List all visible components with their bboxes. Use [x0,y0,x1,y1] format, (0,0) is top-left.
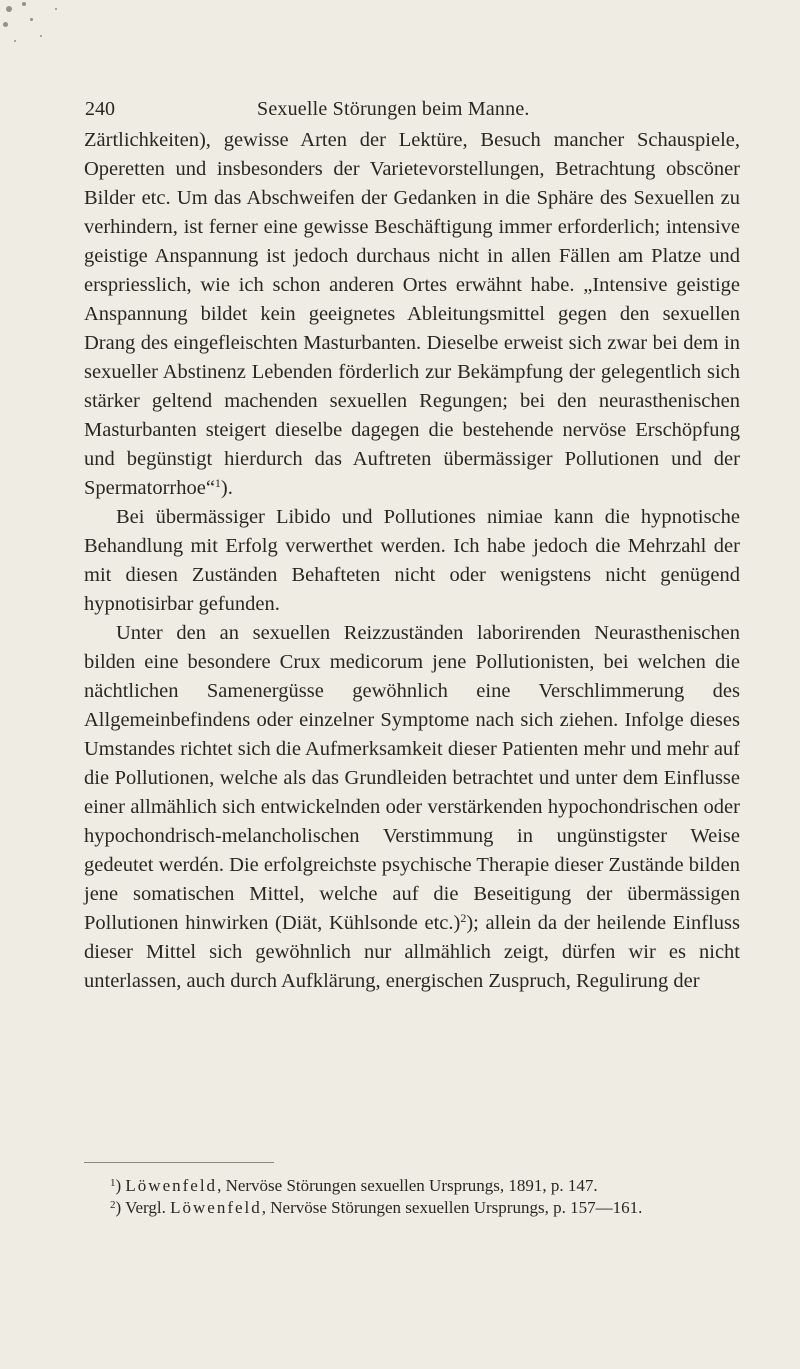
print-speck [55,8,57,10]
paragraph [84,126,740,503]
footnotes [110,1175,740,1219]
paragraph [84,503,740,619]
paragraph-text: ); allein da der heilende Einfluss dieser Mittel sich gewöhnlich nur allmählich zeigt, dürfen wir es nicht unterlassen, auch durch Aufklärung, energischen Zuspruch, Regulirung der [84,912,740,992]
footnote-author: Löwenfeld [170,1198,262,1217]
print-speck [40,35,42,37]
footnote: $^1$) Löwenfeld, Nervöse Störungen sexuellen Ursprungs, 1891, p. 147. [110,1176,598,1195]
footnote-mark: 2 [110,1199,116,1211]
footnote-divider [84,1162,274,1163]
paragraph-text: ). [220,477,233,499]
footnote-prefix: Vergl. [125,1198,171,1217]
paragraph [84,619,740,996]
footnote-reference: 2 [460,911,467,925]
footnote: $^2$) Vergl. Löwenfeld, Nervöse Störungen sexuellen Ursprungs, p. 157—161. [110,1198,643,1217]
running-title: Sexuelle Störungen beim Manne. [257,98,530,120]
paragraph-text: Bei übermässiger Libido und Pollutiones nimiae kann die hypnotische Behandlung mit Erfolg verwerthet werden. Ich habe jedoch die Mehrzahl der mit diesen Zuständen Behafteten nicht oder wenigstens nicht genügend hypnotisirbar gefunden. [84,506,740,615]
paragraph-text: Unter den an sexuellen Reizzuständen laborirenden Neurasthenischen bilden eine besondere Crux medicorum jene Pollutionisten, bei welchen die nächtlichen Samenergüsse gewöhnlich eine Verschlimmerung des Allgemeinbefindens oder einzelner Symptome nach sich ziehen. Infolge dieses Umstandes richtet sich die Aufmerksamkeit dieser Patienten mehr und mehr auf die Pollutionen, welche als das Grundleiden betrachtet und unter dem Einflusse einer allmählich sich entwickelnden oder verstärkenden hypochondrischen oder hypochondrisch-melancholischen Verstimmung in ungünstigster Weise gedeutet werdén. Die erfolgreichste psychische Therapie dieser Zustände bilden jene somatischen Mittel, welche auf die Beseitigung der übermässigen Pollutionen hinwirken (Diät, Kühlsonde etc.) [84,622,740,934]
footnote-mark: 1 [110,1177,116,1189]
body-text [84,126,740,996]
footnote-reference: 1 [214,476,221,490]
page-header [85,96,740,126]
print-speck [6,6,12,12]
print-speck [30,18,33,21]
footnote-text: , Nervöse Störungen sexuellen Ursprungs, p. 157—161. [261,1198,643,1217]
print-speck [14,40,16,42]
footnote-text: , Nervöse Störungen sexuellen Ursprungs, 1891, p. 147. [217,1176,598,1195]
page-number: 240 [85,98,115,120]
footnote-author: Löwenfeld [125,1176,218,1195]
print-speck [22,2,26,6]
print-speck [3,22,8,27]
paragraph-text: Zärtlichkeiten), gewisse Arten der Lektüre, Besuch mancher Schauspiele, Operetten und insbesonders der Varietevorstellungen, Betrachtung obscöner Bilder etc. Um das Abschweifen der Gedanken in die Sphäre des Sexuellen zu verhindern, ist ferner eine gewisse Beschäftigung immer erforderlich; intensive geistige Anspannung ist jedoch durchaus nicht in allen Fällen am Platze und erspriesslich, wie ich schon anderen Ortes erwähnt habe. „Intensive geistige Anspannung bildet kein geeignetes Ableitungsmittel gegen den sexuellen Drang des eingefleischten Masturbanten. Dieselbe erweist sich zwar bei dem in sexueller Abstinenz Lebenden förderlich zur Bekämpfung der gelegentlich sich stärker geltend machenden sexuellen Regungen; bei den neurasthenischen Masturbanten steigert dieselbe dagegen die bestehende nervöse Erschöpfung und begünstigt hierdurch das Auftreten übermässiger Pollutionen und der Spermatorrhoe“ [84,129,740,499]
